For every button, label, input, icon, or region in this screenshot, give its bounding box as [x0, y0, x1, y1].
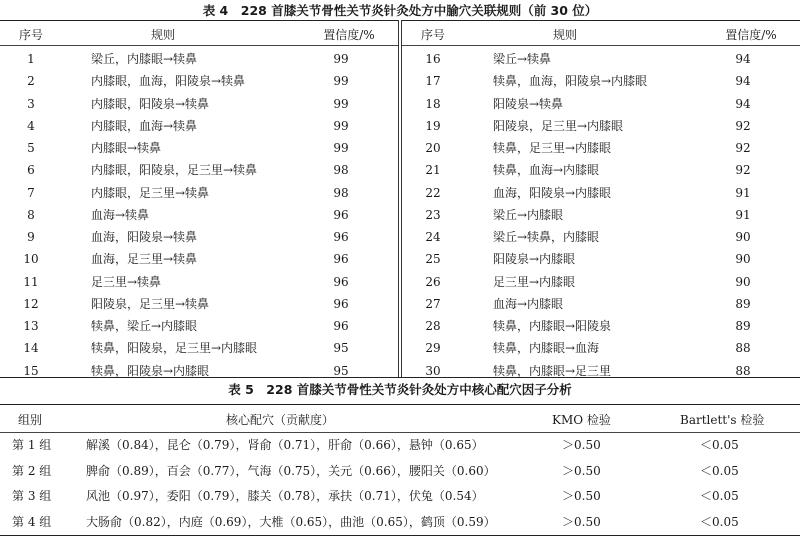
table-row: 12 阳陵泉，足三里→犊鼻 96	[23, 296, 349, 311]
table-row: 第 1 组 解溪（0.84），昆仑（0.79），肾俞（0.71），肝俞（0.66），悬钟（0.65） ＞0.50 ＜0.05	[12, 438, 739, 452]
table-row: 14 犊鼻，阳陵泉，足三里→内膝眼 95	[23, 341, 349, 356]
header-no: 序号	[420, 28, 445, 42]
table4-caption: 表 4 228 首膝关节骨性关节炎针灸处方中腧穴关联规则（前 30 位）	[202, 3, 598, 18]
table-row: 30 犊鼻，内膝眼→足三里 88	[425, 363, 751, 378]
header-core: 核心配穴（贡献度）	[226, 413, 335, 427]
table-row: 19 阳陵泉，足三里→内膝眼 92	[425, 118, 751, 133]
table-row: 4 内膝眼，血海→犊鼻 99	[27, 118, 349, 133]
header-group: 组别	[18, 413, 43, 427]
table-row: 5 内膝眼→犊鼻 99	[27, 141, 349, 156]
header-rule: 规则	[151, 28, 176, 42]
header-bartlett: Bartlett's 检验	[680, 413, 765, 427]
table-row: 28 犊鼻，内膝眼→阳陵泉 89	[425, 319, 751, 334]
table5-header	[0, 409, 800, 431]
table5-rows	[0, 433, 800, 535]
table-row: 16 梁丘→犊鼻 94	[425, 52, 751, 66]
table-row: 24 梁丘→犊鼻，内膝眼 90	[425, 230, 751, 245]
table-row: 18 阳陵泉→犊鼻 94	[425, 96, 751, 111]
table-row: 7 内膝眼，足三里→犊鼻 98	[27, 185, 349, 200]
table4-top-rule-left	[0, 20, 399, 21]
table4-right-half	[403, 23, 799, 382]
header-conf: 置信度/%	[323, 28, 375, 42]
table-row: 1 梁丘，内膝眼→犊鼻 99	[27, 52, 349, 66]
table4-left-header	[1, 23, 397, 46]
header-rule: 规则	[553, 28, 578, 42]
table-row: 13 犊鼻，梁丘→内膝眼 96	[23, 319, 349, 334]
header-no: 序号	[18, 28, 43, 42]
table-row: 11 足三里→犊鼻 96	[23, 274, 349, 289]
table-row: 23 梁丘→内膝眼 91	[425, 207, 751, 222]
table5-top-rule	[0, 404, 800, 405]
table4-divider-right	[401, 20, 402, 377]
table-row: 3 内膝眼，阳陵泉→犊鼻 99	[27, 96, 349, 111]
table4-left-half	[1, 23, 397, 382]
table-row: 10 血海，足三里→犊鼻 96	[23, 252, 349, 267]
table-row: 第 2 组 脾俞（0.89），百会（0.77），气海（0.75），关元（0.66），腰阳关（0.60） ＞0.50 ＜0.05	[12, 463, 739, 478]
table-row: 25 阳陵泉→内膝眼 90	[425, 252, 751, 267]
table4-top-rule-right	[402, 20, 800, 21]
table-row: 第 3 组 风池（0.97），委阳（0.79），膝关（0.78），承扶（0.71），伏兔（0.54） ＞0.50 ＜0.05	[12, 489, 739, 503]
table-row: 8 血海→犊鼻 96	[27, 207, 349, 222]
table-row: 6 内膝眼，阳陵泉，足三里→犊鼻 98	[27, 163, 349, 178]
table4-right-rows	[403, 48, 799, 382]
table4-divider-left	[398, 20, 399, 377]
table4-right-header	[403, 23, 799, 46]
header-kmo: KMO 检验	[552, 413, 611, 427]
table-row: 9 血海，阳陵泉→犊鼻 96	[27, 230, 349, 245]
table-row: 17 犊鼻，血海，阳陵泉→内膝眼 94	[425, 74, 751, 89]
table-row: 第 4 组 大肠俞（0.82），内庭（0.69），大椎（0.65），曲池（0.65），鹤顶（0.59） ＞0.50 ＜0.05	[12, 514, 739, 529]
header-conf: 置信度/%	[725, 28, 777, 42]
table-row: 26 足三里→内膝眼 90	[425, 274, 751, 289]
table-row: 2 内膝眼，血海，阳陵泉→犊鼻 99	[27, 74, 349, 89]
table-row: 22 血海，阳陵泉→内膝眼 91	[425, 185, 751, 200]
table-row: 20 犊鼻，足三里→内膝眼 92	[425, 141, 751, 156]
table5-bottom-rule	[0, 535, 800, 536]
table-row: 21 犊鼻，血海→内膝眼 92	[425, 163, 751, 178]
table4-left-rows	[1, 48, 397, 382]
table-row: 29 犊鼻，内膝眼→血海 88	[425, 341, 751, 356]
table-row: 27 血海→内膝眼 89	[425, 296, 751, 311]
table5-caption: 表 5 228 首膝关节骨性关节炎针灸处方中核心配穴因子分析	[228, 382, 572, 397]
table-row: 15 犊鼻，阳陵泉→内膝眼 95	[23, 363, 349, 378]
